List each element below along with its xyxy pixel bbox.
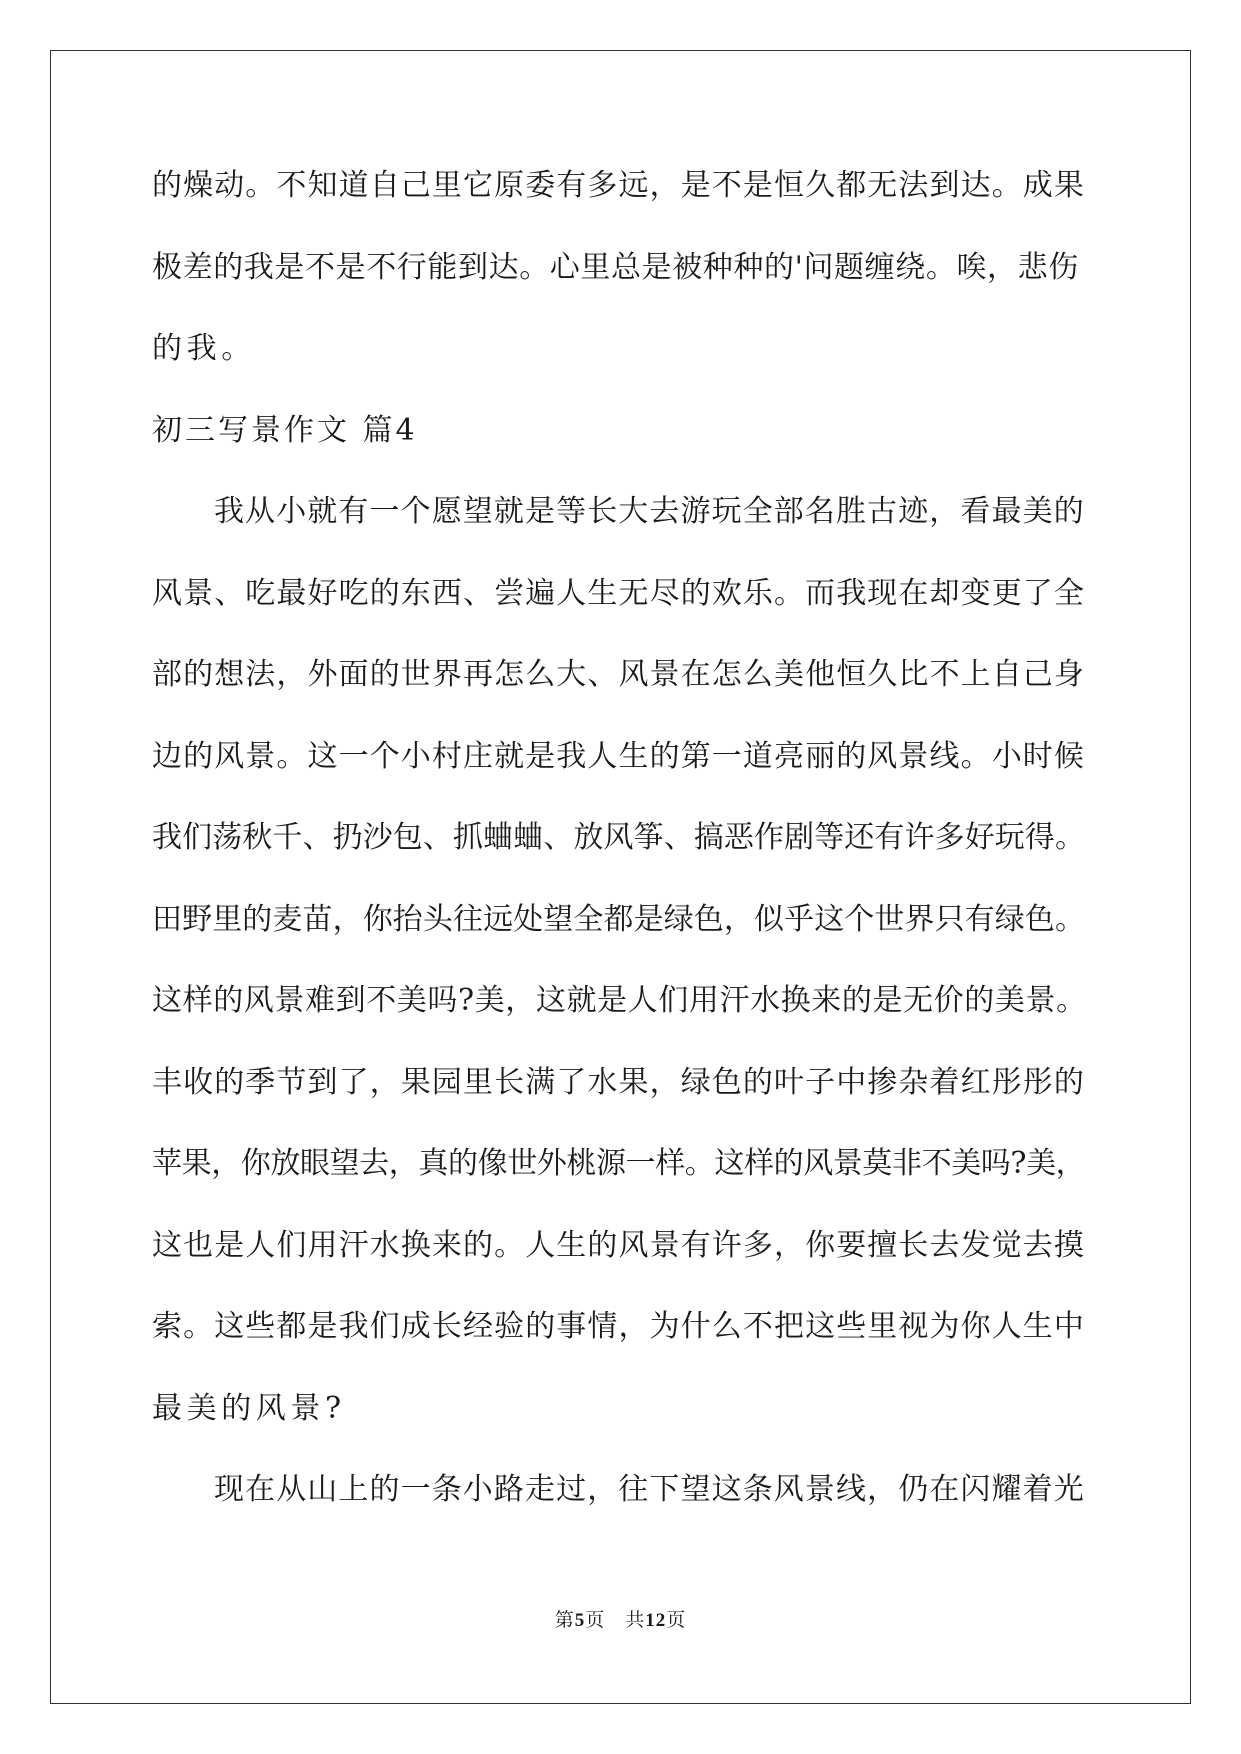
text-line: 我从小就有一个愿望就是等长大去游玩全部名胜古迹，看最美的: [214, 494, 1085, 529]
section-heading: 初三写景作文 篇4: [152, 412, 418, 448]
text-line: 的我。: [152, 331, 256, 366]
text-line: 我们荡秋千、扔沙包、抓蛐蛐、放风筝、搞恶作剧等还有许多好玩得。: [152, 820, 1086, 855]
text-line: 边的风景。这一个小村庄就是我人生的第一道亮丽的风景线。小时候: [152, 738, 1085, 774]
text-line: 现在从山上的一条小路走过，往下望这条风景线，仍在闪耀着光: [214, 1472, 1085, 1507]
footer-suffix: 页: [666, 1609, 687, 1631]
footer-mid: 页 共: [585, 1609, 646, 1631]
text-line: 的燥动。不知道自己里它原委有多远，是不是恒久都无法到达。成果: [152, 168, 1085, 203]
text-line: 丰收的季节到了，果园里长满了水果，绿色的叶子中掺杂着红彤彤的: [152, 1064, 1085, 1100]
text-line: 极差的我是不是不行能到达。心里总是被种种的'问题缠绕。唉，悲伤: [152, 249, 1079, 285]
text-line: 苹果，你放眼望去，真的像世外桃源一样。这样的风景莫非不美吗?美，: [152, 1146, 1086, 1181]
document-body: [152, 158, 1092, 1544]
text-line: 这也是人们用汗水换来的。人生的风景有许多，你要擅长去发觉去摸: [152, 1227, 1085, 1263]
text-line: 这样的风景难到不美吗?美，这就是人们用汗水换来的是无价的美景。: [152, 983, 1087, 1018]
text-line: 部的想法，外面的世界再怎么大、风景在怎么美他恒久比不上自己身: [152, 657, 1085, 692]
page-footer: [0, 1605, 1241, 1632]
footer-total-pages: 12: [645, 1610, 667, 1631]
text-line: 田野里的麦苗，你抬头往远处望全都是绿色，似乎这个世界只有绿色。: [152, 901, 1086, 937]
text-line: 最美的风景?: [152, 1390, 346, 1426]
footer-prefix: 第: [554, 1609, 575, 1631]
footer-page-number: 5: [574, 1610, 586, 1631]
text-line: 索。这些都是我们成长经验的事情，为什么不把这些里视为你人生中: [152, 1309, 1085, 1344]
text-line: 风景、吃最好吃的东西、尝遍人生无尽的欢乐。而我现在却变更了全: [152, 575, 1085, 611]
